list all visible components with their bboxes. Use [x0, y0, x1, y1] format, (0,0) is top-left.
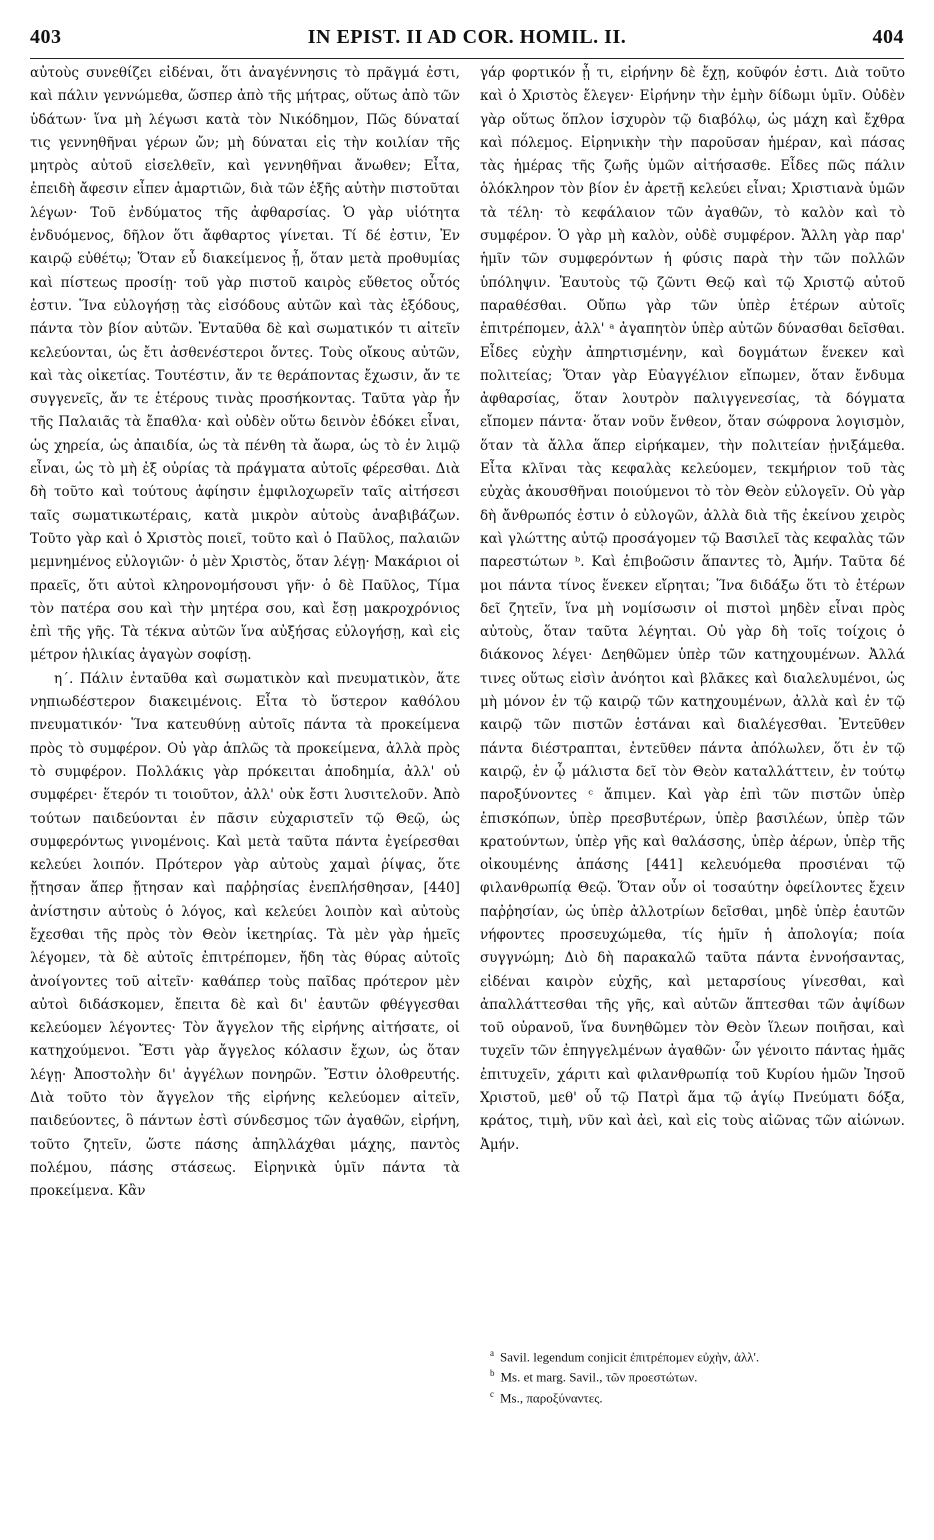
footnote-mark: b — [490, 1368, 495, 1379]
footnote — [490, 1345, 910, 1365]
page-number-left: 403 — [30, 26, 62, 48]
footnote-mark: c — [490, 1388, 494, 1399]
left-paragraph-1: αὐτοὺς συνεθίζει εἰδέναι, ὅτι ἀναγέννησις τὸ πρᾶγμά ἐστι, καὶ πάλιν γεννώμεθα, ὥσπερ ἀπὸ τῆς μήτρας, οὕτως ἀπὸ τῶν ὑδάτων· ἵνα μὴ λέγωσι κατὰ τὸν Νικόδημον, Πῶς δύναταί τις γεννηθῆναι γέρων ὤν; μὴ δύναται εἰς τὴν κοιλίαν τῆς μητρὸς αὐτοῦ εἰσελθεῖν, καὶ γεννηθῆναι ἄνωθεν; Εἶτα, ἐπειδὴ ἄφεσιν εἶπεν ἁμαρτιῶν, διὰ τῶν ἑξῆς αὐτὴν πιστοῦται λέγων· Τοῦ ἐνδύματος τῆς ἀφθαρσίας. Ὁ γὰρ υἱότητα ἐνδυόμενος, δῆλον ὅτι ἄφθαρτος γίνεται. Τί δέ ἐστιν, Ἐν καιρῷ εὐθέτῳ; Ὅταν εὖ διακείμενος ᾖ, ὅταν μετὰ προθυμίας καὶ πίστεως προσίῃ· τοῦ γὰρ πιστοῦ καιρὸς εὔθετος οὗτός ἐστιν. Ἵνα εὐλογήσῃ τὰς εἰσόδους αὐτῶν καὶ τὰς ἐξόδους, πάντα τὸν βίον αὐτῶν. Ἐνταῦθα δὲ καὶ σωματικόν τι αἰτεῖν κελεύονται, ὡς ἔτι ἀσθενέστεροι ὄντες. Τοὺς οἴκους αὐτῶν, καὶ τὰς οἰκετίας. Τουτέστιν, ἄν τε θεράποντας ἔχωσιν, ἄν τε συγγενεῖς, ἄν τε ἑτέρους τινὰς προσήκοντας. Ταῦτα γὰρ ἦν τῆς Παλαιᾶς τὰ ἔπαθλα· καὶ οὐδὲν οὕτω δεινὸν ἐδόκει εἶναι, ὡς χηρεία, ὡς ἀπαιδία, ὡς τὰ πένθη τὰ ἄωρα, ὡς τὸ ἐν λιμῷ εἶναι, ὡς τὸ μὴ ἐξ οὐρίας τὰ πράγματα αὐτοῖς φέρεσθαι. Διὰ δὴ τοῦτο καὶ τούτους ἀφίησιν ἐμφιλοχωρεῖν ταῖς αἰτήσεσι ταῖς σωματικωτέραις, κατὰ μικρὸν αὐτοὺς ἀναβιβάζων. Τοῦτο γὰρ καὶ ὁ Χριστὸς ποιεῖ, τοῦτο καὶ ὁ Παῦλος, παλαιῶν μεμνημένος εὐλογιῶν· ὁ μὲν Χριστὸς, ὅταν λέγῃ· Μακάριοι οἱ πραεῖς, ὅτι αὐτοὶ κληρονομήσουσι γῆν· ὁ δὲ Παῦλος, Τίμα τὸν πατέρα σου καὶ τὴν μητέρα σου, καὶ ἔσῃ μακροχρόνιος ἐπὶ τῆς γῆς. Τὰ τέκνα αὐτῶν ἵνα αὐξήσας εὐλογήσῃ, καὶ εἰς μέτρον ἡλικίας ἀγαγὼν σοφίσῃ. — [30, 65, 460, 664]
footnote — [490, 1365, 910, 1385]
footnote-text: Ms., παροξύναντες. — [500, 1389, 603, 1405]
page-number-right: 404 — [872, 26, 904, 48]
footnotes — [490, 1345, 910, 1406]
footnote-text: Savil. legendum conjicit ἐπιτρέπομεν εὐχὴν, ἀλλ'. — [500, 1349, 760, 1365]
footnote — [490, 1386, 910, 1406]
right-column — [480, 62, 905, 1157]
left-column — [30, 62, 460, 1204]
right-paragraph-1: γάρ φορτικόν ᾖ τι, εἰρήνην δὲ ἔχῃ, κοῦφόν ἐστι. Διὰ τοῦτο καὶ ὁ Χριστὸς ἔλεγεν· Εἰρήνην τὴν ἐμὴν δίδωμι ὑμῖν. Οὐδὲν γὰρ οὕτως ὅπλον ἰσχυρὸν τῷ διαβόλῳ, ὡς μάχη καὶ ἔχθρα καὶ πόλεμος. Εἰρηνικὴν τὴν παροῦσαν ἡμέραν, καὶ πάσας τὰς ἡμέρας τῆς ζωῆς ὑμῶν αἰτήσασθε. Εἶδες πῶς πάλιν ὁλόκληρον τὸν βίον ἐν ἀρετῇ κελεύει εἶναι; Χριστιανὰ ὑμῶν τὰ τέλη· τὸ κεφάλαιον τῶν ἀγαθῶν, τὸ καλὸν καὶ τὸ συμφέρον. Ὁ γὰρ μὴ καλὸν, οὐδὲ συμφέρον. Ἄλλη γὰρ παρ' ἡμῖν τῶν συμφερόντων ἡ φύσις παρὰ τὴν τῶν πολλῶν ὑπόληψιν. Ἑαυτοὺς τῷ ζῶντι Θεῷ καὶ τῷ Χριστῷ αὐτοῦ παραθέσθαι. Οὔπω γὰρ τῶν ὑπὲρ ἑτέρων αὐτοῖς ἐπιτρέπομεν, ἀλλ' ᵃ ἀγαπητὸν ὑπὲρ αὐτῶν δύνασθαι δεῖσθαι. Εἶδες εὐχὴν ἀπηρτισμένην, καὶ δογμάτων ἕνεκεν καὶ πολιτείας; Ὅταν γὰρ Εὐαγγέλιον εἴπωμεν, ὅταν ἔνδυμα ἀφθαρσίας, ὅταν λουτρὸν παλιγγενεσίας, τὰ δόγματα εἴπομεν πάντα· ὅταν νοῦν ἔνθεον, ὅταν σώφρονα λογισμὸν, ὅταν τὰ ἄλλα ἅπερ εἰρήκαμεν, τὴν πολιτείαν ᾐνιξάμεθα. Εἶτα κλῖναι τὰς κεφαλὰς κελεύομεν, τεκμήριον τοῦ τὰς εὐχὰς ἀκουσθῆναι ποιούμενοι τὸ τὸν Θεὸν εὐλογεῖν. Οὐ γὰρ δὴ ἄνθρωπός ἐστιν ὁ εὐλογῶν, ἀλλὰ διὰ τῆς ἐκείνου χειρὸς καὶ γλώττης αὐτῷ προσάγομεν τῷ Βασιλεῖ τὰς κεφαλὰς τῶν παρεστώτων ᵇ. Καὶ ἐπιβοῶσιν ἅπαντες τὸ, Ἀμήν. Ταῦτα δέ μοι πάντα τίνος ἕνεκεν εἴρηται; Ἵνα διδάξω ὅτι τὸ ἑτέρων δεῖ ζητεῖν, ἵνα μὴ νομίσωσιν οἱ πιστοὶ μηδὲν εἶναι πρὸς αὐτοὺς, ὅταν ταῦτα λέγηται. Οὐ γὰρ δὴ τοῖς τοίχοις ὁ διάκονος λέγει· Δεηθῶμεν ὑπὲρ τῶν κατηχουμένων. Ἀλλά τινες οὕτως εἰσὶν ἀνόητοι καὶ βλᾶκες καὶ διαλελυμένοι, ὡς μὴ μόνον ἐν τῷ καιρῷ τῶν κατηχουμένων, ἀλλὰ καὶ ἐν τῷ καιρῷ τῶν πιστῶν ἑστάναι καὶ διαλέγεσθαι. Ἐντεῦθεν πάντα διέστραπται, ἐντεῦθεν πάντα ἀπόλωλεν, ὅτι ἐν τῷ καιρῷ, ἐν ᾧ μάλιστα δεῖ τὸν Θεὸν καταλλάττειν, ἐν τούτῳ παροξύνοντες ᶜ ἄπιμεν. Καὶ γὰρ ἐπὶ τῶν πιστῶν ὑπὲρ ἐπισκόπων, ὑπὲρ πρεσβυτέρων, ὑπὲρ βασιλέων, ὑπὲρ τῶν κρατούντων, ὑπὲρ γῆς καὶ θαλάσσης, ὑπὲρ ἀέρων, ὑπὲρ τῆς οἰκουμένης ἁπάσης [441] κελευόμεθα προσιέναι τῷ φιλανθρωπίᾳ Θεῷ. Ὅταν οὖν οἱ τοσαύτην ὀφείλοντες ἔχειν παῤῥησίαν, ὡς ὑπὲρ ἀλλοτρίων δεῖσθαι, μηδὲ ὑπὲρ ἑαυτῶν νήφοντες προσευχώμεθα, τίς ἡμῖν ἡ ἀπολογία; ποία συγγνώμη; Διὸ δὴ παρακαλῶ ταῦτα πάντα ἐννοήσαντας, εἰδέναι καιρὸν εὐχῆς, καὶ μεταρσίους γίνεσθαι, καὶ ἀπαλλάττεσθαι τῆς γῆς, καὶ αὐτῶν ἅπτεσθαι τῶν ἀψίδων τοῦ οὐρανοῦ, ἵνα δυνηθῶμεν τὸν Θεὸν ἵλεων ποιῆσαι, καὶ τυχεῖν τῶν ἐπηγγελμένων ἀγαθῶν· ὧν γένοιτο πάντας ἡμᾶς ἐπιτυχεῖν, χάριτι καὶ φιλανθρωπίᾳ τοῦ Κυρίου ἡμῶν Ἰησοῦ Χριστοῦ, μεθ' οὗ τῷ Πατρὶ ἅμα τῷ ἁγίῳ Πνεύματι δόξα, κράτος, τιμὴ, νῦν καὶ ἀεὶ, καὶ εἰς τοὺς αἰῶνας τῶν αἰώνων. Ἀμήν. — [480, 65, 905, 1153]
footnote-mark: a — [490, 1348, 494, 1358]
running-title: IN EPIST. II AD COR. HOMIL. II. — [307, 26, 627, 48]
footnote-text: Ms. et marg. Savil., τῶν προεστώτων. — [500, 1369, 698, 1385]
page-header — [30, 22, 904, 52]
header-rule — [30, 58, 904, 59]
left-paragraph-2: η΄. Πάλιν ἐνταῦθα καὶ σωματικὸν καὶ πνευματικὸν, ἅτε νηπιωδέστερον διακειμένοις. Εἶτα τὸ ὕστερον καθόλου πνευματικόν· Ἵνα κατευθύνῃ αὐτοῖς πάντα τὰ προκείμενα πρὸς τὸ συμφέρον. Οὐ γὰρ ἁπλῶς τὰ προκείμενα, ἀλλὰ πρὸς τὸ συμφέρον. Πολλάκις γὰρ πρόκειται ἀποδημία, ἀλλ' οὐ συμφέρει· ἕτερόν τι τοιοῦτον, ἀλλ' οὐκ ἔστι λυσιτελοῦν. Ἀπὸ τούτων παιδεύονται ἐν πᾶσιν εὐχαριστεῖν τῷ Θεῷ, ὡς συμφερόντως γινομένοις. Καὶ μετὰ ταῦτα πάντα ἐγείρεσθαι κελεύει λοιπόν. Πρότερον γὰρ αὐτοὺς χαμαὶ ῥίψας, ὅτε ᾔτησαν ἅπερ ᾔτησαν καὶ παῤῥησίας ἐνεπλήσθησαν, [440] ἀνίστησιν αὐτοὺς ὁ λόγος, καὶ κελεύει λοιπὸν καὶ αὐτοὺς ἔχεσθαι τῆς πρὸς τὸν Θεὸν ἱκετηρίας. Τὰ μὲν γὰρ ἡμεῖς λέγομεν, τὰ δὲ αὐτοῖς ἐπιτρέπομεν, ἤδη τὰς θύρας αὐτοῖς ἀνοίγοντες τοῦ αἰτεῖν· καθάπερ τοὺς παῖδας πρότερον μὲν αὐτοὶ διδάσκομεν, ἔπειτα δὲ καὶ δι' ἑαυτῶν φθέγγεσθαι κελεύομεν λέγοντες· Τὸν ἄγγελον τῆς εἰρήνης αἰτήσατε, οἱ κατηχούμενοι. Ἔστι γὰρ ἄγγελος κόλασιν ἔχων, ὡς ὅταν λέγῃ· Ἀποστολὴν δι' ἀγγέλων πονηρῶν. Ἔστιν ὀλοθρευτής. Διὰ τοῦτο τὸν ἄγγελον τῆς εἰρήνης κελεύομεν αἰτεῖν, παιδεύοντες, ὃ πάντων ἐστὶ σύνδεσμος τῶν ἀγαθῶν, εἰρήνη, τοῦτο ζητεῖν, ὥστε πάσης ἀπηλλάχθαι μάχης, παντὸς πολέμου, πάσης στάσεως. Εἰρηνικὰ ὑμῖν πάντα τὰ προκείμενα. Κἂν — [30, 670, 460, 1200]
